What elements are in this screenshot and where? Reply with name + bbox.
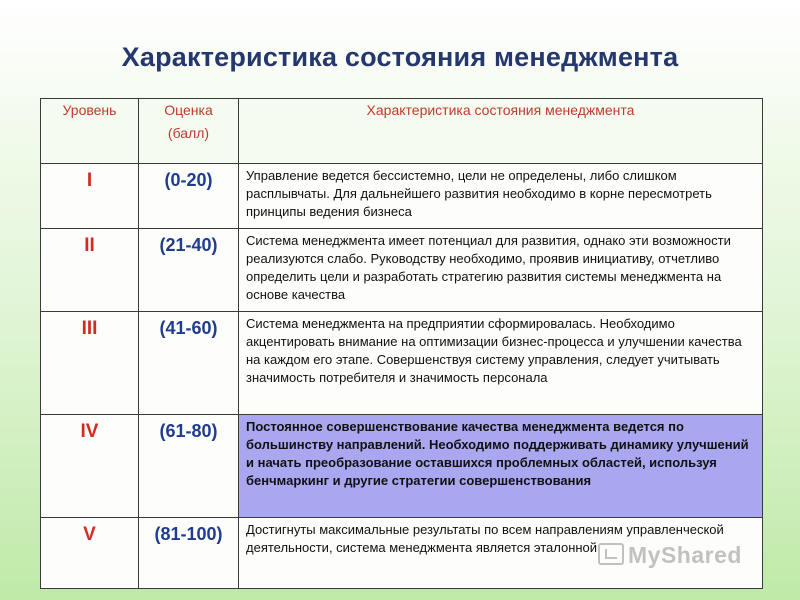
level-cell: IV xyxy=(41,415,139,518)
level-cell: III xyxy=(41,312,139,415)
table-row-highlighted xyxy=(41,415,763,518)
table-header-row xyxy=(41,99,763,164)
description-cell: Постоянное совершенствование качества менеджмента ведется по большинству направлений. Необходимо поддерживать динамику улучшений и начать преобразование оставшихся проблемных областей, используя бенчмаркинг и другие стратегии совершенствования xyxy=(239,415,763,518)
table-row xyxy=(41,164,763,229)
score-cell: (21-40) xyxy=(139,229,239,312)
header-score xyxy=(139,99,239,164)
level-cell: II xyxy=(41,229,139,312)
header-level: Уровень xyxy=(41,99,139,164)
score-cell: (41-60) xyxy=(139,312,239,415)
level-cell: V xyxy=(41,518,139,589)
header-score-line1: Оценка xyxy=(164,102,213,118)
description-cell: Система менеджмента на предприятии сформировалась. Необходимо акцентировать внимание на оптимизации бизнес-процесса и улучшении качества на каждом его этапе. Совершенствуя систему управления, следует учитывать значимость потребителя и значимость персонала xyxy=(239,312,763,415)
table-row xyxy=(41,518,763,589)
header-description: Характеристика состояния менеджмента xyxy=(239,99,763,164)
score-cell: (61-80) xyxy=(139,415,239,518)
score-cell: (0-20) xyxy=(139,164,239,229)
page-title: Характеристика состояния менеджмента xyxy=(121,42,679,72)
level-cell: I xyxy=(41,164,139,229)
table-row xyxy=(41,312,763,415)
description-cell: Управление ведется бессистемно, цели не определены, либо слишком расплывчаты. Для дальнейшего развития необходимо в корне пересмотреть принципы ведения бизнеса xyxy=(239,164,763,229)
score-cell: (81-100) xyxy=(139,518,239,589)
description-cell: Система менеджмента имеет потенциал для развития, однако эти возможности реализуются слабо. Руководству необходимо, проявив инициативу, отчетливо определить цели и разработать стратегию развития системы менеджмента на основе качества xyxy=(239,229,763,312)
management-level-table xyxy=(40,98,763,589)
table-row xyxy=(41,229,763,312)
header-score-line2: (балл) xyxy=(167,125,210,141)
description-cell: Достигнуты максимальные результаты по всем направлениям управленческой деятельности, система менеджмента является эталонной xyxy=(239,518,763,589)
watermark-text: MyShared xyxy=(628,542,742,568)
